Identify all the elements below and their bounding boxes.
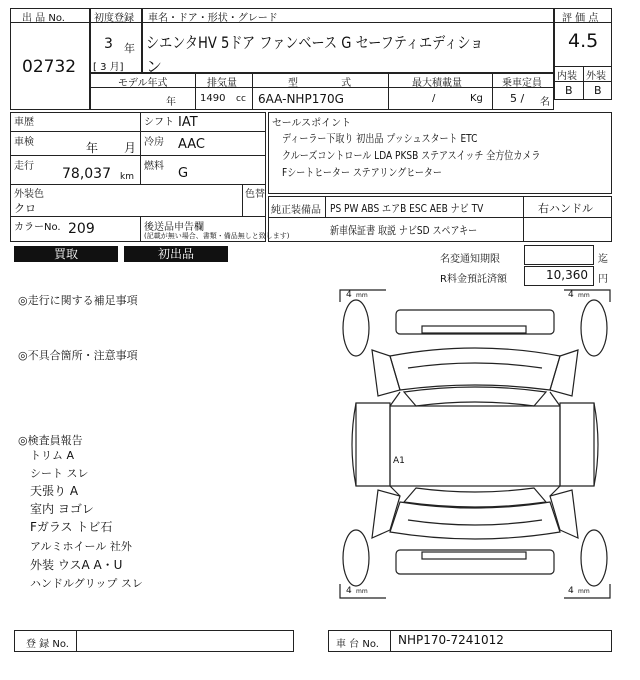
capacity-value: 5 / bbox=[510, 92, 525, 105]
recycle-unit: 円 bbox=[598, 274, 608, 285]
history-label: 車歴 bbox=[14, 117, 34, 128]
model-year-unit: 年 bbox=[166, 97, 176, 108]
displacement-value: 1490 bbox=[200, 93, 226, 104]
first-reg-year: 3 bbox=[104, 36, 113, 52]
load-label: 最大積載量 bbox=[412, 78, 462, 89]
model-name: シエンタHV 5ドア ファンベース G セーフティエディショ bbox=[146, 33, 484, 52]
type-label: 型 式 bbox=[288, 78, 372, 89]
inspector-line: トリム A bbox=[30, 449, 75, 462]
tire-unit-label: mm bbox=[356, 292, 368, 299]
sales-label: セールスポイント bbox=[272, 118, 352, 129]
first-reg-month: [ 3 月] bbox=[93, 62, 124, 73]
load-value: / bbox=[432, 93, 436, 104]
displacement-label: 排気量 bbox=[207, 78, 237, 89]
lot-number: 02732 bbox=[22, 57, 77, 77]
driving-remarks-label: ◎走行に関する補足事項 bbox=[18, 294, 138, 307]
sales-line-1: ディーラー下取り 初出品 プッシュスタート ETC bbox=[282, 132, 478, 145]
equipment-value: PS PW ABS エアB ESC AEB ナビ TV bbox=[330, 202, 484, 215]
score-label: 評 価 点 bbox=[562, 13, 599, 24]
model-name-cont: ン bbox=[146, 57, 163, 76]
type-value: 6AA-NHP170G bbox=[258, 92, 344, 106]
mileage-label: 走行 bbox=[14, 161, 34, 172]
inspector-label: ◎検査員報告 bbox=[18, 434, 83, 447]
color-value: クロ bbox=[14, 202, 36, 215]
color-no-value: 209 bbox=[68, 221, 95, 237]
first-reg-label: 初度登録 bbox=[94, 13, 134, 24]
fuel-value: G bbox=[178, 166, 189, 181]
doc-note: (記載が無い場合、書類・備品無しと致します) bbox=[144, 232, 290, 240]
chassis-label: 車 台 No. bbox=[336, 639, 379, 650]
interior-label: 内装 bbox=[557, 71, 577, 82]
exterior-label: 外装 bbox=[586, 71, 606, 82]
tire-front-right-depth: 4 bbox=[568, 290, 574, 300]
tire-front-left-depth: 4 bbox=[346, 290, 352, 300]
score-value: 4.5 bbox=[568, 30, 599, 52]
capacity-unit: 名 bbox=[540, 97, 550, 108]
fuel-label: 燃料 bbox=[144, 161, 164, 172]
color-alt-label: 色替 bbox=[245, 189, 265, 200]
tire-rear-right-depth: 4 bbox=[568, 586, 574, 596]
lot-label: 出 品 No. bbox=[22, 13, 65, 24]
car-diagram bbox=[338, 288, 612, 600]
load-unit: Kg bbox=[470, 93, 483, 104]
tire-unit-label: mm bbox=[578, 588, 590, 595]
doc-label: 後送品申告欄 bbox=[144, 222, 204, 233]
sales-line-3: Fシートヒーター ステアリングヒーター bbox=[282, 166, 442, 179]
tire-unit-label: mm bbox=[356, 588, 368, 595]
inspector-line: 室内 ヨゴレ bbox=[30, 502, 94, 516]
recycle-value: 10,360 bbox=[546, 268, 588, 282]
model-label: 車名・ドア・形状・グレード bbox=[148, 13, 278, 24]
mileage-value: 78,037 bbox=[62, 166, 111, 182]
name-change-unit: 迄 bbox=[598, 254, 608, 265]
tire-rear-left-depth: 4 bbox=[346, 586, 352, 596]
equipment-label: 純正装備品 bbox=[271, 205, 321, 216]
warranty-value: 新車保証書 取説 ナビSD スペアキー bbox=[330, 224, 478, 237]
name-change-label: 名変通知期限 bbox=[440, 254, 500, 265]
interior-grade: B bbox=[565, 84, 573, 97]
ac-label: 冷房 bbox=[144, 137, 164, 148]
first-listing-badge: 初出品 bbox=[124, 246, 228, 262]
inspector-line: Fガラス トビ石 bbox=[30, 520, 113, 534]
displacement-unit: cc bbox=[236, 94, 246, 104]
inspector-line: 天張り A bbox=[30, 484, 79, 498]
reg-no-label: 登 録 No. bbox=[26, 639, 69, 650]
shaken-label: 車検 bbox=[14, 137, 34, 148]
model-year-label: モデル年式 bbox=[118, 78, 168, 89]
sales-line-2: クルーズコントロール LDA PKSB ステアスイッチ 全方位カメラ bbox=[282, 149, 541, 162]
ac-value: AAC bbox=[178, 137, 205, 152]
year-unit: 年 bbox=[124, 42, 135, 55]
name-change-box bbox=[524, 245, 594, 265]
tire-unit-label: mm bbox=[578, 292, 590, 299]
shaken-year-unit: 年 bbox=[86, 141, 99, 155]
inspector-line: シート スレ bbox=[30, 467, 89, 480]
chassis-value: NHP170-7241012 bbox=[398, 633, 504, 647]
recycle-label: R料金預託済額 bbox=[440, 274, 507, 285]
inspector-line: ハンドルグリップ スレ bbox=[30, 577, 143, 590]
defect-remarks-label: ◎不具合箇所・注意事項 bbox=[18, 349, 138, 362]
color-label: 外装色 bbox=[14, 189, 44, 200]
damage-mark-a1: A1 bbox=[393, 456, 405, 466]
handle-value: 右ハンドル bbox=[538, 202, 593, 215]
mileage-unit: km bbox=[120, 172, 134, 182]
color-no-label: カラーNo. bbox=[14, 222, 61, 233]
inspector-line: 外装 ウスA A・U bbox=[30, 558, 123, 572]
shift-label: シフト bbox=[144, 117, 174, 128]
exterior-grade: B bbox=[594, 84, 602, 97]
capacity-label: 乗車定員 bbox=[502, 78, 542, 89]
shaken-month-unit: 月 bbox=[124, 141, 137, 155]
inspector-line: アルミホイール 社外 bbox=[30, 540, 132, 553]
buy-badge: 買取 bbox=[14, 246, 118, 262]
shift-value: IAT bbox=[178, 115, 198, 130]
